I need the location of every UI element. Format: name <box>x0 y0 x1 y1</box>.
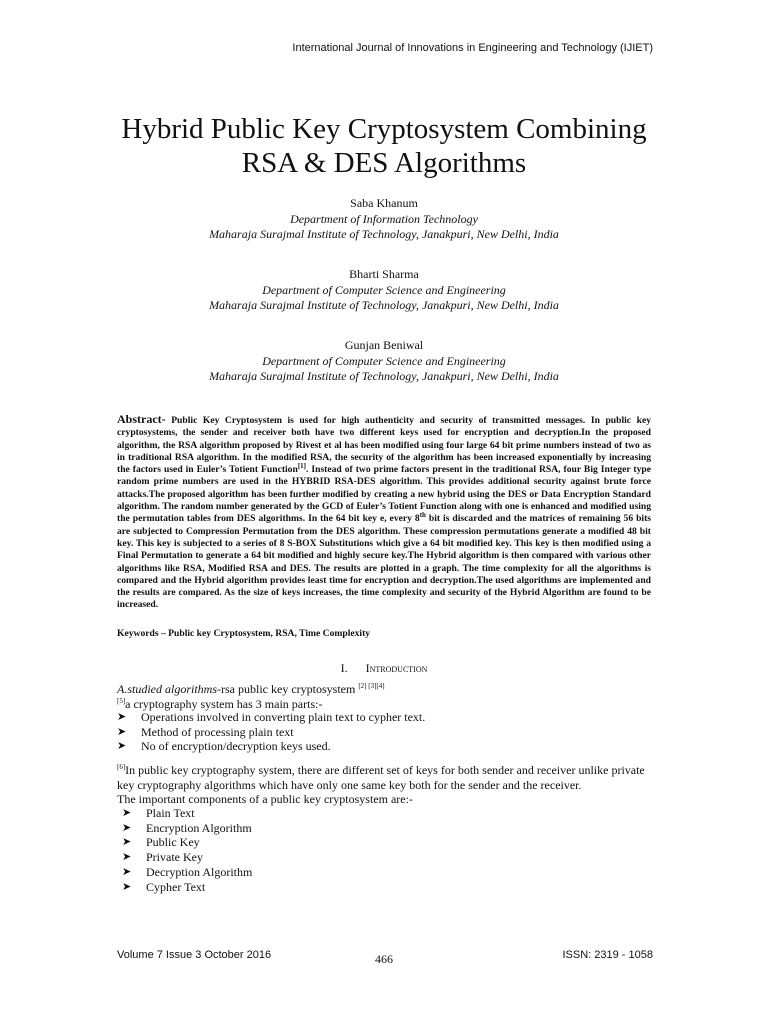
title-line-1: Hybrid Public Key Cryptosystem Combining <box>121 113 647 145</box>
section-heading <box>0 661 768 676</box>
intro-line-1-text: -rsa public key cryptosystem <box>217 682 359 696</box>
keywords: Keywords – Public key Cryptosystem, RSA, Time Complexity <box>117 628 371 639</box>
author-department: Department of Information Technology <box>290 211 478 226</box>
intro-lead <box>117 682 651 711</box>
citation-ref: [2] [3][4] <box>358 682 385 690</box>
list-item-text: Decryption Algorithm <box>146 864 253 879</box>
abstract-text-3: bit is discarded and the matrices of remaining 56 bits are subjected to Compression Permutation from the DES algorithm. These compression permutations generate a modified 48 bit key. This key is subjected to a series of 8 S-BOX Substitutions which give a 64 bit modified key. This key is then modified using a Final Permutation to generate a 64 bit modified and highly secure key.The Hybrid algorithm is then compared with various other algorithms like RSA, Modified RSA and DES. The results are plotted in a graph. The time complexity for all the algorithms is compared and the Hybrid algorithm provides least time for encryption and decryption.The used algorithms are implemented and the results are compared. As the size of keys increases, the time complexity and security of the Hybrid Algorithm are found to be increased. <box>117 513 652 611</box>
page-number: 466 <box>375 952 393 966</box>
journal-header: International Journal of Innovations in Engineering and Technology (IJIET) <box>292 42 653 54</box>
citation-ref: [5] <box>117 696 126 705</box>
list-item <box>117 725 425 740</box>
abstract-text-2: . Instead of two prime factors present in the traditional RSA, four Big Integer type random prime numbers are used in the HYBRID RSA-DES algorithm. This provides additional security against brute force attacks.The proposed algorithm has been further modified by creating a new hybrid using the DES or Data Encryption Standard algorithm. The random number generated by the GCD of Euler’s Totient Function along with one is enhanced and modified using the permutation tables from DES algorithms. In the 64 bit key e, every 8 <box>117 464 652 525</box>
intro-paragraph <box>117 763 651 807</box>
arrow-bullet-icon: ➤ <box>122 836 132 849</box>
arrow-bullet-icon: ➤ <box>117 725 127 738</box>
paragraph-2 <box>117 763 651 792</box>
arrow-bullet-icon: ➤ <box>122 821 132 834</box>
arrow-bullet-icon: ➤ <box>122 851 132 864</box>
ordinal-suffix: th <box>419 511 426 520</box>
list-item-text: Encryption Algorithm <box>146 820 252 835</box>
citation-ref: [1] <box>297 462 306 470</box>
parts-list <box>117 710 425 754</box>
author-department: Department of Computer Science and Engineering <box>262 282 506 297</box>
arrow-bullet-icon: ➤ <box>122 865 132 878</box>
list-item-text: Private Key <box>146 850 203 865</box>
list-item <box>117 739 425 754</box>
arrow-bullet-icon: ➤ <box>122 807 132 819</box>
author-institution: Maharaja Surajmal Institute of Technology, Janakpuri, New Delhi, India <box>209 227 559 241</box>
abstract <box>117 413 651 612</box>
list-item-text: Method of processing plain text <box>141 724 294 739</box>
author-block-2 <box>0 267 768 314</box>
list-item <box>122 835 252 850</box>
intro-line-1 <box>117 682 651 697</box>
list-item <box>122 865 252 880</box>
arrow-bullet-icon: ➤ <box>117 740 127 753</box>
list-item-text: Plain Text <box>146 806 195 820</box>
abstract-label: Abstract- <box>117 412 166 426</box>
arrow-bullet-icon: ➤ <box>122 880 132 893</box>
citation-ref: [6] <box>117 763 126 771</box>
arrow-bullet-icon: ➤ <box>117 711 127 723</box>
author-block-1 <box>0 196 768 243</box>
list-item-text: No of encryption/decryption keys used. <box>141 739 331 754</box>
author-name: Saba Khanum <box>350 196 418 210</box>
intro-line-2-text: a cryptography system has 3 main parts:- <box>125 696 323 711</box>
title-line-2: RSA & DES Algorithms <box>241 147 527 179</box>
list-item-text: Operations involved in converting plain text to cypher text. <box>141 710 426 724</box>
list-item <box>122 850 252 865</box>
section-title: Introduction <box>365 661 428 675</box>
author-institution: Maharaja Surajmal Institute of Technology, Janakpuri, New Delhi, India <box>209 298 559 312</box>
author-name: Bharti Sharma <box>349 267 419 281</box>
footer-issn: ISSN: 2319 - 1058 <box>562 949 653 961</box>
abstract-text-1: Public Key Cryptosystem is used for high authenticity and security of transmitted messages. In public key cryptosystems, the sender and receiver both have two different keys used for encryption and decryption.In the proposed algorithm, the RSA algorithm proposed by Rivest et al has been modified using four large 64 bit prime numbers instead of two as in traditional RSA algorithm. In the modified RSA, the security of the algorithm has been increased exponentially by increasing the factors used in Euler’s Totient Function <box>117 415 651 476</box>
paper-title <box>0 112 768 180</box>
author-name: Gunjan Beniwal <box>344 338 424 352</box>
author-department: Department of Computer Science and Engineering <box>262 353 506 368</box>
list-item <box>122 880 252 895</box>
subsection-label: A.studied algorithms <box>117 682 218 696</box>
list-item-text: Cypher Text <box>146 879 206 894</box>
author-institution: Maharaja Surajmal Institute of Technology, Janakpuri, New Delhi, India <box>209 369 559 383</box>
paragraph-2-text: In public key cryptography system, there are different set of keys for both sender and receiver unlike private key cryptography algorithms which have only one same key both for the sender and the receiver. <box>117 763 645 792</box>
list-item <box>122 806 252 821</box>
list-item-text: Public Key <box>146 835 200 850</box>
components-list <box>122 806 252 894</box>
section-number: I. <box>340 661 348 675</box>
paragraph-3: The important components of a public key cryptosystem are:- <box>117 792 413 807</box>
list-item <box>122 821 252 836</box>
list-item <box>117 710 425 725</box>
author-block-3 <box>0 338 768 385</box>
footer-volume: Volume 7 Issue 3 October 2016 <box>117 949 272 961</box>
